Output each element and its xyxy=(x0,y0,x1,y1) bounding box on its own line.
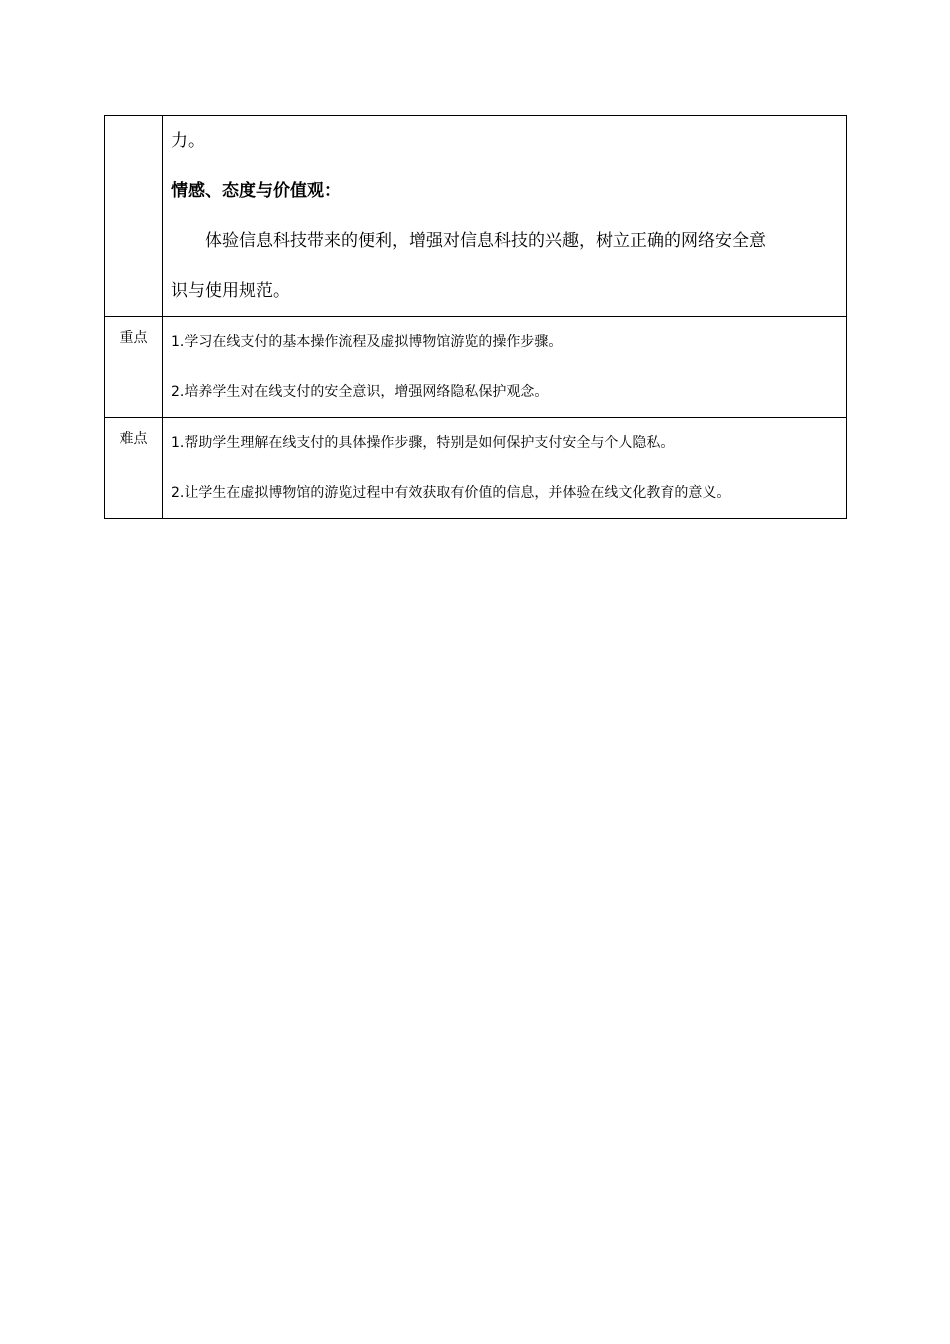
key-points-label: 重点 xyxy=(105,317,163,418)
difficult-points-content xyxy=(163,418,847,519)
empty-label-cell xyxy=(105,116,163,317)
objectives-continuation-row xyxy=(105,116,847,317)
key-point-item: 2.培养学生对在线支付的安全意识，增强网络隐私保护观念。 xyxy=(171,384,549,400)
attitude-values-text-line2: 识与使用规范。 xyxy=(171,281,290,301)
continuation-text: 力。 xyxy=(171,131,205,151)
objectives-continuation-cell xyxy=(163,116,847,317)
difficult-point-item: 2.让学生在虚拟博物馆的游览过程中有效获取有价值的信息，并体验在线文化教育的意义。 xyxy=(171,485,731,501)
key-points-row xyxy=(105,317,847,418)
difficult-points-row xyxy=(105,418,847,519)
key-point-item: 1.学习在线支付的基本操作流程及虚拟博物馆游览的操作步骤。 xyxy=(171,334,563,350)
key-points-content xyxy=(163,317,847,418)
attitude-values-heading: 情感、态度与价值观： xyxy=(171,181,341,201)
difficult-point-item: 1.帮助学生理解在线支付的具体操作步骤，特别是如何保护支付安全与个人隐私。 xyxy=(171,435,675,451)
lesson-plan-table xyxy=(104,115,847,519)
difficult-points-label: 难点 xyxy=(105,418,163,519)
attitude-values-text-line1: 体验信息科技带来的便利，增强对信息科技的兴趣，树立正确的网络安全意 xyxy=(205,231,766,251)
